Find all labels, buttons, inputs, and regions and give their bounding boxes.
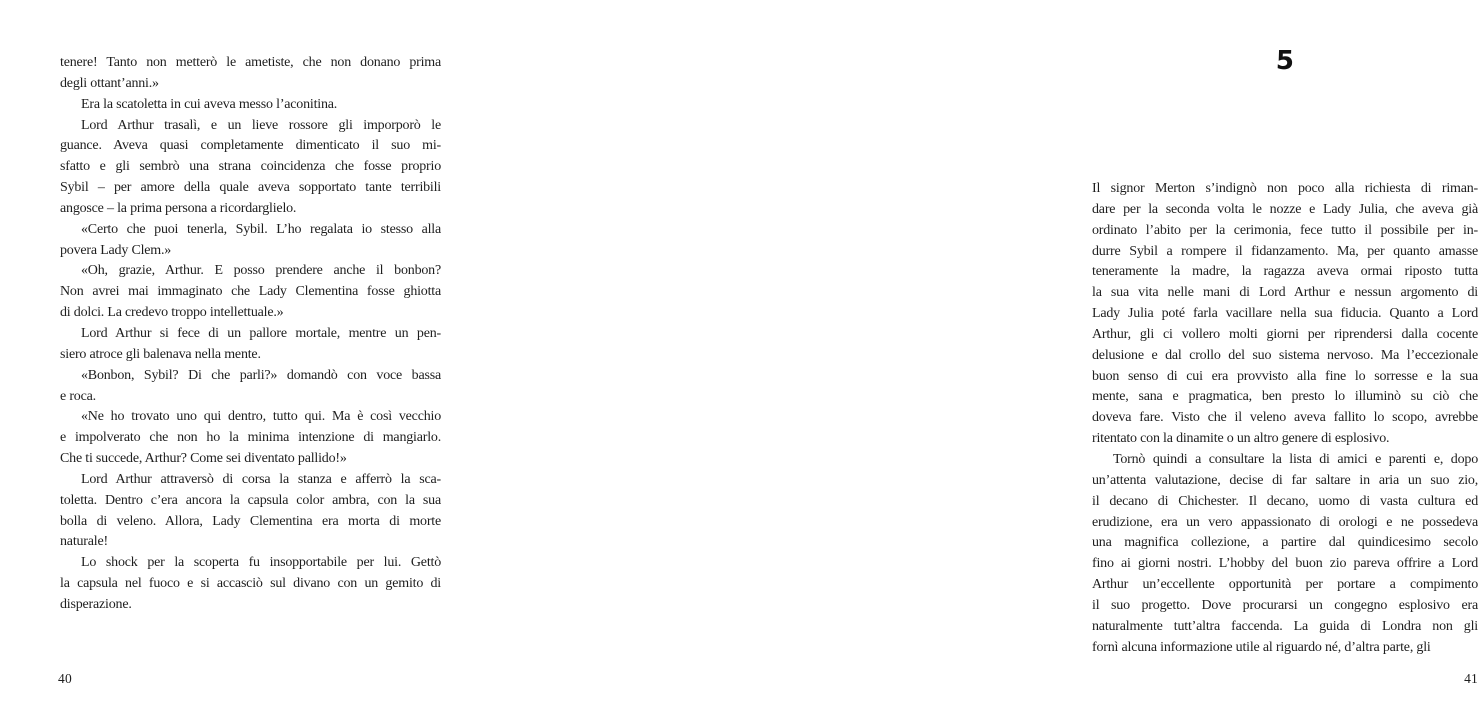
left-text-column: [60, 53, 441, 616]
text-line: fornì alcuna informazione utile al riguardo né, d’altra parte, gli: [1092, 639, 1431, 655]
paragraph: [60, 407, 441, 470]
text-line: sfatto e gli sembrò una strana coincidenza che fosse proprio: [60, 159, 441, 175]
text-line: Non avrei mai immaginato che Lady Clementina fosse ghiotta: [60, 284, 441, 300]
paragraph: [60, 553, 441, 616]
text-line: naturale!: [60, 534, 108, 550]
text-line: un’attenta valutazione, decise di far saltare in aria un suo zio,: [1092, 472, 1478, 488]
page-number-left: 40: [58, 671, 72, 686]
right-text-column: [1092, 179, 1478, 658]
text-line: il suo progetto. Dove procurarsi un congegno esplosivo era: [1092, 597, 1478, 613]
paragraph: [60, 470, 441, 553]
text-line: la sua vita nelle mani di Lord Arthur e nessun argomento di: [1092, 285, 1478, 301]
text-line: una magnifica collezione, a partire dal quindicesimo secolo: [1092, 535, 1478, 551]
text-line: angosce – la prima persona a ricordarglielo.: [60, 200, 297, 216]
paragraph: [60, 53, 441, 95]
text-line: tenere! Tanto non metterò le ametiste, che non donano prima: [60, 55, 441, 70]
text-line: Lord Arthur si fece di un pallore mortale, mentre un pen-: [81, 325, 441, 341]
paragraph: [60, 95, 441, 116]
text-line: Lady Julia poté farla vacillare nella sua fiducia. Quanto a Lord: [1092, 306, 1478, 322]
text-line: povera Lady Clem.»: [60, 242, 172, 258]
text-line: erudizione, era un vero appassionato di orologi e ne possedeva: [1092, 514, 1478, 530]
text-line: Che ti succede, Arthur? Come sei diventato pallido!»: [60, 451, 347, 467]
text-line: il decano di Chichester. Il decano, uomo di vasta cultura ed: [1092, 493, 1478, 509]
text-line: buon senso di cui era provvisto alla fine lo sorresse e la sua: [1092, 368, 1478, 384]
chapter-number: 5: [1275, 46, 1295, 76]
text-line: Il signor Merton s’indignò non poco alla richiesta di riman-: [1092, 181, 1478, 196]
paragraph: [60, 261, 441, 324]
text-line: mente, sana e pragmatica, ben presto lo illuminò su ciò che: [1092, 389, 1478, 405]
paragraph: [60, 116, 441, 220]
page-number-right: 41: [1464, 671, 1478, 686]
text-line: ordinato l’abito per la cerimonia, fece tutto il possibile per in-: [1092, 222, 1478, 238]
paragraph: [1092, 450, 1478, 658]
text-line: «Certo che puoi tenerla, Sybil. L’ho regalata io stesso alla: [81, 221, 441, 237]
text-line: Arthur un’eccellente opportunità per portare a compimento: [1092, 577, 1478, 593]
text-line: teneramente la madre, la ragazza aveva ormai riposto tutta: [1092, 264, 1478, 280]
text-line: dare per la seconda volta le nozze e Lady Julia, che aveva già: [1092, 201, 1478, 217]
text-line: «Ne ho trovato uno qui dentro, tutto qui. Ma è così vecchio: [81, 409, 441, 425]
text-line: naturalmente tutt’altra faccenda. La guida di Londra non gli: [1092, 618, 1478, 634]
text-line: Lord Arthur trasalì, e un lieve rossore gli imporporò le: [81, 117, 441, 133]
paragraph: [60, 324, 441, 366]
text-line: Lo shock per la scoperta fu insopportabile per lui. Gettò: [81, 555, 441, 571]
text-line: durre Sybil a rompere il fidanzamento. Ma, per quanto amasse: [1092, 243, 1478, 259]
paragraph: [60, 220, 441, 262]
text-line: e roca.: [60, 388, 96, 404]
paragraph: [1092, 179, 1478, 450]
text-line: Arthur, gli ci vollero molti giorni per riprendersi dalla cocente: [1092, 326, 1478, 342]
text-line: doveva fare. Visto che il veleno aveva fallito lo scopo, avrebbe: [1092, 410, 1478, 426]
text-line: degli ottant’anni.»: [60, 75, 159, 91]
text-line: delusione e dal crollo del suo sistema nervoso. Ma l’eccezionale: [1092, 347, 1478, 363]
text-line: fino ai giorni nostri. L’hobby del buon zio pareva offrire a Lord: [1092, 556, 1478, 572]
text-line: «Oh, grazie, Arthur. E posso prendere anche il bonbon?: [81, 263, 441, 279]
text-line: bolla di veleno. Allora, Lady Clementina era morta di morte: [60, 513, 441, 529]
text-line: e impolverato che non ho la minima intenzione di mangiarlo.: [60, 430, 441, 446]
page-left: [0, 0, 530, 720]
text-line: la capsula nel fuoco e si accasciò sul divano con un gemito di: [60, 576, 441, 592]
text-line: disperazione.: [60, 596, 132, 612]
text-line: di dolci. La credevo troppo intellettuale.»: [60, 305, 284, 321]
text-line: Lord Arthur attraversò di corsa la stanza e afferrò la sca-: [81, 471, 441, 487]
text-line: Sybil – per amore della quale aveva sopportato tante terribili: [60, 180, 441, 196]
text-line: ritentato con la dinamite o un altro genere di esplosivo.: [1092, 431, 1390, 447]
page-right: [530, 0, 1478, 720]
text-line: «Bonbon, Sybil? Di che parli?» domandò con voce bassa: [81, 367, 441, 383]
text-line: siero atroce gli balenava nella mente.: [60, 346, 261, 362]
paragraph: [60, 366, 441, 408]
text-line: Tornò quindi a consultare la lista di amici e parenti e, dopo: [1113, 451, 1478, 467]
text-line: toletta. Dentro c’era ancora la capsula color ambra, con la sua: [60, 492, 441, 508]
text-line: guance. Aveva quasi completamente dimenticato il suo mi-: [60, 138, 441, 154]
text-line: Era la scatoletta in cui aveva messo l’aconitina.: [81, 96, 338, 112]
